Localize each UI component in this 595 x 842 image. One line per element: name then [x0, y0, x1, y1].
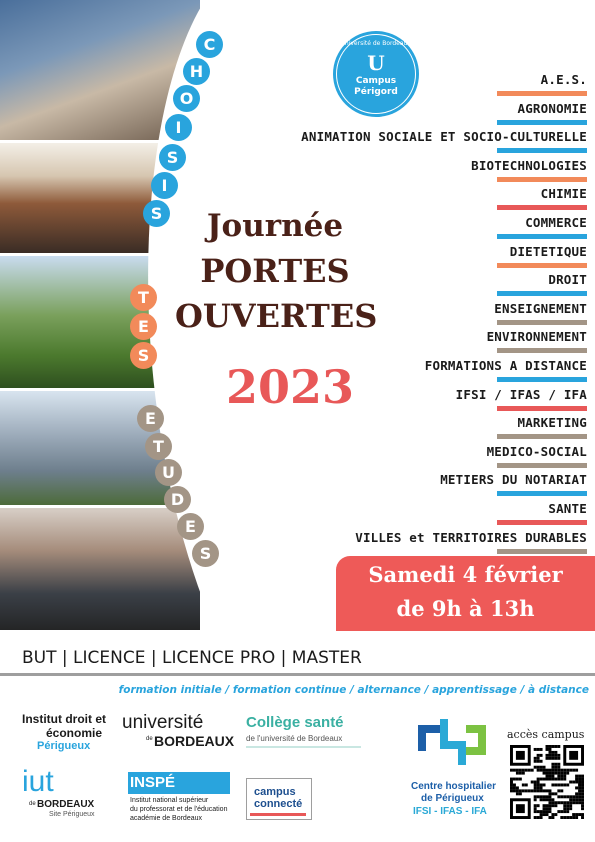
college-line2: de l'université de Bordeaux [246, 734, 343, 743]
divider [0, 673, 595, 676]
program-label: VILLES et TERRITOIRES DURABLES [355, 529, 587, 545]
program-label: ENVIRONNEMENT [486, 329, 587, 345]
slogan-letter: I [151, 172, 178, 199]
ch-line1: Centre hospitalier [411, 781, 497, 792]
iut-line2: de [29, 801, 36, 807]
slogan-letter: C [196, 31, 223, 58]
cc-accent [250, 813, 306, 816]
idee-line3: Périgueux [37, 740, 91, 752]
program-bar [497, 463, 587, 468]
ub-line1: université [122, 712, 204, 733]
program-label: MEDICO-SOCIAL [486, 443, 587, 459]
title-line1: Journée [206, 208, 344, 244]
inspe-line4: académie de Bordeaux [130, 815, 202, 822]
badge-line2: Périgord [354, 87, 398, 97]
program-bar [497, 205, 587, 210]
inspe-line2: Institut national supérieur [130, 797, 209, 804]
slogan-letter: S [130, 342, 157, 369]
program-bar [497, 348, 587, 353]
idee-line1: Institut droit et [22, 712, 106, 726]
slogan-letter: H [183, 58, 210, 85]
date-banner [336, 556, 595, 631]
program-bar [497, 120, 587, 125]
program-bar [497, 148, 587, 153]
slogan-letter: T [145, 433, 172, 460]
iut-line4: Site Périgueux [49, 811, 95, 818]
program-label: COMMERCE [525, 215, 587, 230]
slogan-letter: E [137, 405, 164, 432]
program-label: A.E.S. [540, 72, 587, 87]
ub-line3: BORDEAUX [154, 733, 235, 749]
slogan-letter: E [130, 313, 157, 340]
slogan-letter: S [143, 200, 170, 227]
program-bar [497, 406, 587, 411]
event-year: 2023 [225, 360, 355, 414]
badge-line1: Campus [355, 76, 397, 86]
program-label: FORMATIONS A DISTANCE [424, 358, 587, 373]
event-day: Samedi 4 février [368, 562, 563, 587]
program-label: MARKETING [517, 415, 587, 431]
program-label: DROIT [548, 272, 587, 288]
college-subline [246, 746, 361, 748]
program-bar [497, 320, 587, 325]
program-bar [497, 434, 587, 439]
title-line3: OUVERTES [175, 297, 378, 335]
cc-line1: campus [254, 786, 296, 798]
inspe-line3: du professorat et de l'éducation [130, 806, 228, 813]
program-label: CHIMIE [540, 186, 587, 202]
program-bar [497, 263, 587, 268]
slogan-letter: I [165, 114, 192, 141]
program-label: AGRONOMIE [517, 100, 587, 116]
program-bar [497, 491, 587, 496]
slogan-letter: U [155, 459, 182, 486]
ch-line2: de Périgueux [421, 793, 484, 804]
badge-u-icon: U [367, 51, 385, 75]
program-bar [497, 234, 587, 239]
slogan-letter: T [130, 284, 157, 311]
program-label: IFSI / IFAS / IFA [455, 386, 587, 402]
slogan-letter: E [177, 513, 204, 540]
program-bar [497, 177, 587, 182]
qr-code[interactable] [510, 745, 584, 819]
program-bar [497, 91, 587, 96]
program-label: METIERS DU NOTARIAT [440, 472, 587, 488]
program-bar [497, 291, 587, 296]
college-line1: Collège santé [246, 714, 344, 731]
program-bar [497, 377, 587, 382]
event-hours: de 9h à 13h [396, 596, 535, 621]
program-label: DIETETIQUE [509, 243, 587, 259]
slogan-letter: S [192, 540, 219, 567]
iut-line3: BORDEAUX [37, 799, 95, 810]
training-modes: formation initiale / formation continue / alternance / apprentissage / à distance [118, 684, 589, 696]
program-bar [497, 520, 587, 525]
slogan-letter: O [173, 85, 200, 112]
idee-line2: économie [46, 726, 103, 740]
degrees-line: BUT | LICENCE | LICENCE PRO | MASTER [22, 648, 362, 668]
campus-perigord-logo [333, 31, 419, 117]
program-label: SANTE [548, 501, 587, 516]
program-label: ANIMATION SOCIALE ET SOCIO-CULTURELLE [301, 129, 587, 145]
ub-line2: de [146, 736, 153, 742]
slogan-letter: S [159, 144, 186, 171]
qr-label: accès campus [507, 728, 585, 741]
title-line2: PORTES [200, 252, 350, 290]
program-bar [497, 549, 587, 554]
program-label: BIOTECHNOLOGIES [471, 157, 587, 173]
chp-mark-icon [414, 715, 490, 773]
cc-line2: connecté [254, 798, 303, 810]
ch-line3: IFSI - IFAS - IFA [413, 806, 487, 817]
program-label: ENSEIGNEMENT [494, 300, 587, 316]
badge-top-text: université de Bordeaux [341, 40, 411, 47]
iut-line1: iut [22, 765, 54, 798]
inspe-line1: INSPÉ [128, 772, 230, 794]
slogan-letter: D [164, 486, 191, 513]
